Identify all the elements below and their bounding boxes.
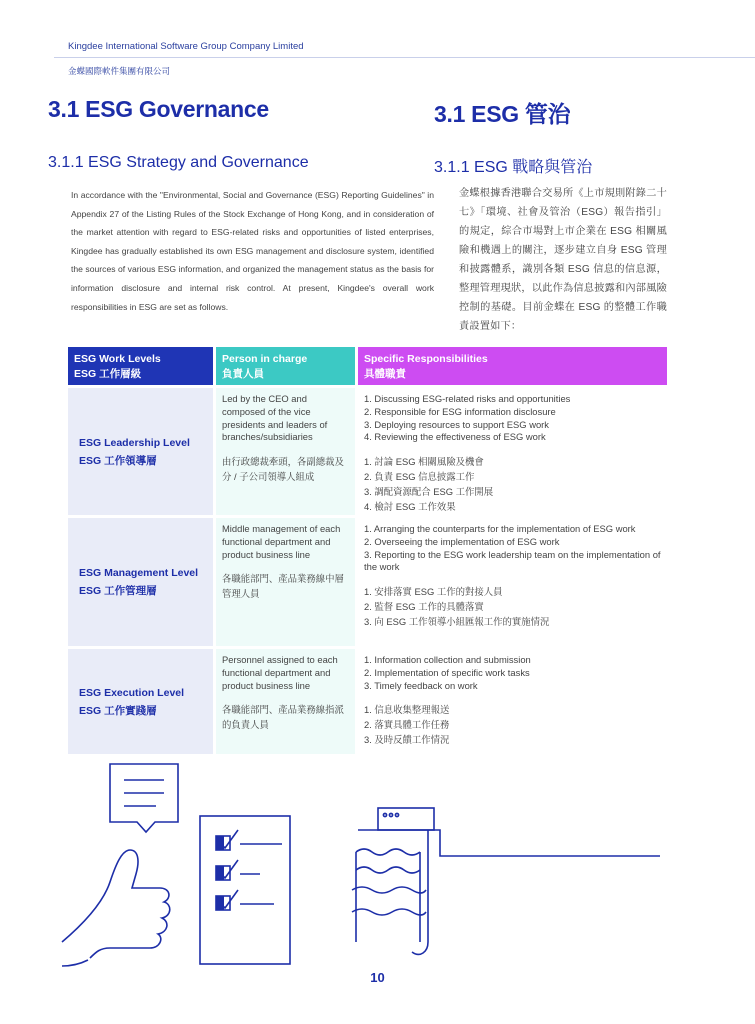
table-row (68, 388, 667, 515)
column-header-person-in-charge: Person in charge 負責人員 (216, 347, 355, 385)
person-cell (216, 649, 355, 754)
resp-item-zh: 1. 討論 ESG 相關風險及機會 (364, 456, 484, 468)
section-title-zh: 3.1 ESG 管治 (434, 101, 571, 127)
intro-paragraph-en: In accordance with the "Environmental, Social and Governance (ESG) Reporting Guidelines" in Appendix 27 of the Listing Rules of the Stock Exchange of Hong Kong, and in consideration of the market attention with regard to ESG-related risks and opportunities of listed enterprises, Kingdee has gradually established its own ESG management and disclosure system, identified the sources of various ESG information, and organized the management status as the basis for information disclosure and internal risk control. At present, Kingdee's overall work responsibilities in ESG are set as follows. (71, 190, 434, 312)
speech-bubble-icon (110, 764, 178, 832)
esg-workflow-illustration (60, 752, 680, 967)
checklist-icon (200, 816, 290, 964)
header-divider (54, 57, 755, 58)
resp-item-zh: 4. 檢討 ESG 工作效果 (364, 501, 456, 513)
resp-item-zh: 2. 落實具體工作任務 (364, 719, 450, 731)
browser-window-icon (358, 808, 660, 856)
resp-item-en: 4. Reviewing the effectiveness of ESG work (364, 431, 546, 443)
table-row (68, 518, 667, 646)
resp-item-en: 1. Information collection and submission (364, 654, 531, 665)
resp-item-en: 1. Arranging the counterparts for the implementation of ESG work (364, 523, 636, 534)
level-label-en: ESG Management Level (79, 567, 199, 579)
page-number: 10 (370, 970, 385, 985)
stacked-documents-icon (352, 849, 426, 942)
resp-item-en: 3. Timely feedback on work (364, 679, 478, 691)
level-cell (68, 388, 213, 515)
person-en: Personnel assigned to each functional department and product business line (222, 654, 338, 691)
resp-item-en: 2. Overseeing the implementation of ESG work (364, 535, 560, 547)
person-zh: 各職能部門、產品業務線中層管理人員 (222, 573, 344, 600)
column-header-work-levels: ESG Work Levels ESG 工作層級 (68, 347, 213, 385)
responsibilities-cell (358, 649, 667, 754)
resp-item-zh: 3. 及時反饋工作情況 (364, 734, 450, 746)
level-cell (68, 518, 213, 646)
person-cell (216, 388, 355, 515)
resp-item-en: 1. Discussing ESG-related risks and opportunities (364, 393, 571, 404)
resp-item-zh: 2. 負責 ESG 信息披露工作 (364, 471, 475, 483)
column-header-responsibilities: Specific Responsibilities 具體職責 (358, 347, 667, 385)
level-label-en: ESG Execution Level (79, 686, 185, 699)
person-cell (216, 518, 355, 646)
level-label-zh: ESG 工作管理層 (79, 585, 157, 597)
resp-item-zh: 3. 向 ESG 工作領導小組匯報工作的實施情況 (364, 616, 550, 628)
level-label-en: ESG Leadership Level (79, 436, 190, 449)
company-name-en: Kingdee International Software Group Company Limited (68, 41, 304, 52)
intro-paragraph-zh: 金蝶根據香港聯合交易所《上市規則附錄二十七》「環境、社會及管治（ESG）報告指引」的規定，綜合市場對上市企業在 ESG 相關風險和機遇上的關注，逐步建立自身 ESG 管理和披露體系，識別各類 ESG 信息的信息源，整理管理現狀，以此作為信息披露和內部風險控制的基礎。目前金蝶在 ESG 的整體工作職責設置如下： (459, 188, 667, 332)
responsibilities-cell (358, 518, 667, 646)
subsection-title-en: 3.1.1 ESG Strategy and Governance (48, 154, 309, 171)
resp-item-en: 2. Implementation of specific work tasks (364, 666, 530, 678)
level-cell (68, 649, 213, 754)
person-en: Led by the CEO and composed of the vice presidents and leaders of branches/subsidiaries (222, 393, 328, 443)
level-label-zh: ESG 工作實踐層 (79, 704, 157, 717)
resp-item-en: 3. Reporting to the ESG work leadership team on the implementation of the work (364, 548, 661, 573)
esg-responsibilities-table (68, 347, 667, 754)
thumbs-up-icon (62, 850, 170, 966)
level-label-zh: ESG 工作領導層 (79, 454, 157, 467)
resp-item-en: 3. Deploying resources to support ESG work (364, 418, 549, 430)
person-zh: 由行政總裁牽頭，各副總裁及分 / 子公司領導人組成 (222, 456, 344, 483)
person-zh: 各職能部門、產品業務線指派的負責人員 (222, 704, 344, 731)
table-row (68, 649, 667, 754)
resp-item-zh: 1. 信息收集整理報送 (364, 704, 450, 716)
person-en: Middle management of each functional department and product business line (222, 523, 341, 560)
table-header-row (68, 347, 667, 385)
section-title-en: 3.1 ESG Governance (48, 96, 269, 122)
resp-item-en: 2. Responsible for ESG information disclosure (364, 405, 556, 417)
resp-item-zh: 2. 監督 ESG 工作的具體落實 (364, 601, 484, 613)
resp-item-zh: 3. 調配資源配合 ESG 工作開展 (364, 486, 494, 498)
subsection-title-zh: 3.1.1 ESG 戰略與管治 (434, 159, 593, 176)
responsibilities-cell (358, 388, 667, 515)
resp-item-zh: 1. 安排落實 ESG 工作的對接人員 (364, 586, 503, 598)
company-name-zh: 金蝶國際軟件集團有限公司 (68, 66, 171, 76)
